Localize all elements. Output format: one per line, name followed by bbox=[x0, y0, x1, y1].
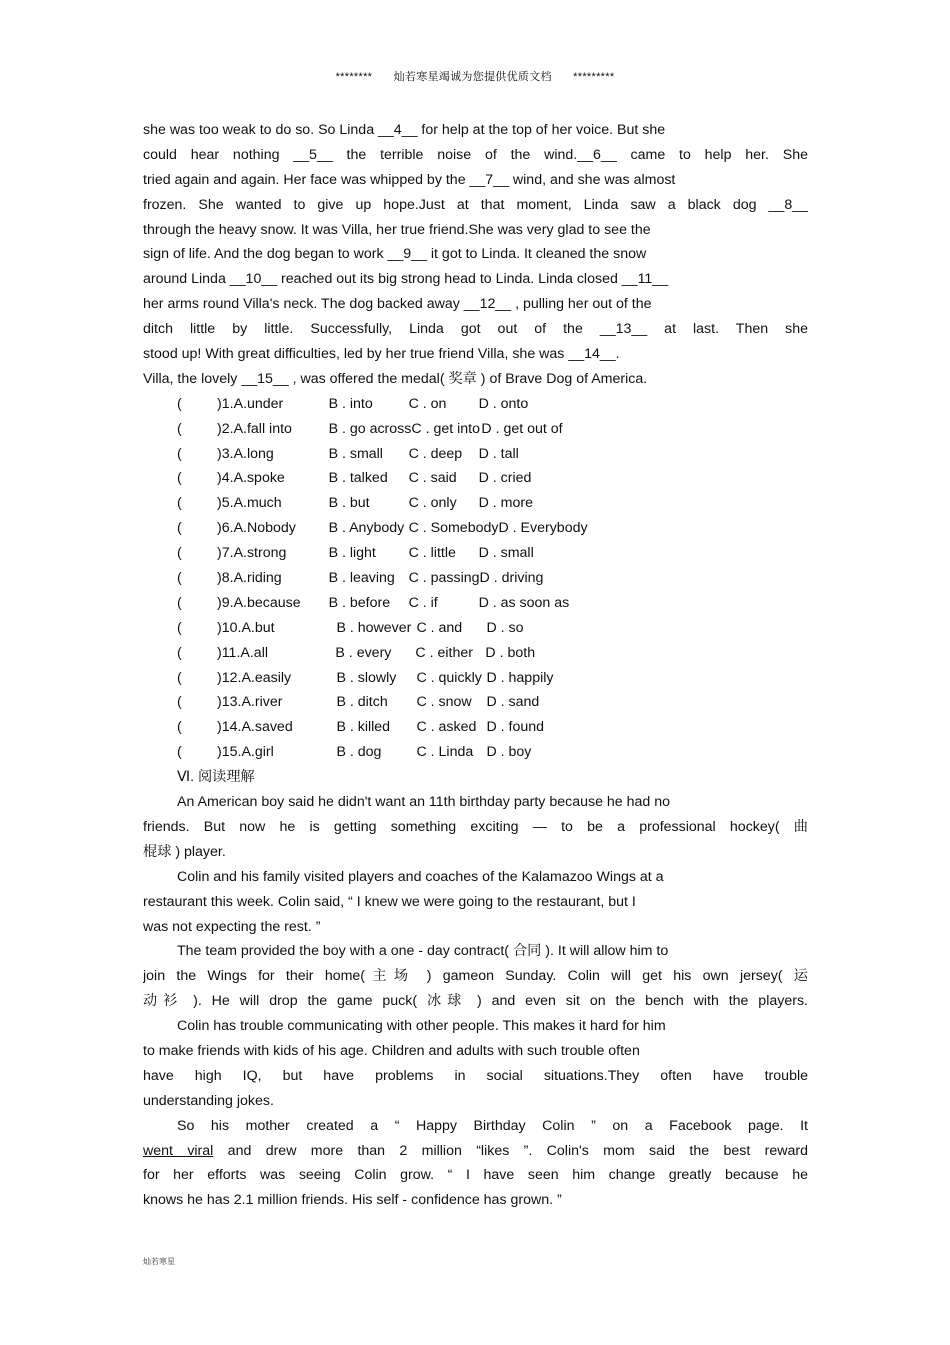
question-row bbox=[143, 616, 808, 641]
viral-line bbox=[143, 1139, 808, 1164]
option-d: D . driving bbox=[479, 570, 544, 587]
underlined-phrase: went viral bbox=[143, 1142, 214, 1159]
question-number: )3. bbox=[217, 445, 234, 462]
option-b: B . slowly bbox=[336, 669, 397, 686]
option-b: B . Anybody bbox=[328, 520, 405, 537]
question-number: )7. bbox=[217, 545, 234, 562]
option-c: C . asked bbox=[416, 719, 477, 736]
reading-passage bbox=[143, 790, 808, 1138]
option-a: A.girl bbox=[241, 744, 274, 761]
option-c: C . if bbox=[408, 594, 438, 611]
answer-blank[interactable]: ( bbox=[177, 395, 182, 412]
reading-line: So his mother created a “ Happy Birthday Colin ” on a Facebook page. It bbox=[177, 1117, 808, 1134]
option-d: D . get out of bbox=[481, 420, 563, 437]
question-row bbox=[143, 516, 808, 541]
question-number: )8. bbox=[217, 570, 234, 587]
header-stars-right: ********* bbox=[573, 71, 615, 83]
question-row bbox=[143, 417, 808, 442]
question-row bbox=[143, 541, 808, 566]
option-b: B . leaving bbox=[328, 570, 395, 587]
passage-line: frozen. She wanted to give up hope.Just at that moment, Linda saw a black dog __8__ bbox=[143, 196, 808, 213]
answer-blank[interactable]: ( bbox=[177, 644, 182, 661]
passage-line: tried again and again. Her face was whipped by the __7__ wind, and she was almost bbox=[143, 171, 676, 188]
option-d: D . small bbox=[478, 545, 534, 562]
question-row bbox=[143, 666, 808, 691]
answer-blank[interactable]: ( bbox=[177, 420, 182, 437]
viral-line-rest: and drew more than 2 million “likes ”. Colin's mom said the best reward bbox=[213, 1142, 808, 1159]
question-number: )12. bbox=[217, 669, 242, 686]
option-c: C . and bbox=[416, 619, 463, 636]
question-number: )6. bbox=[217, 520, 234, 537]
option-a: A.strong bbox=[233, 545, 287, 562]
reading-line: 棍球 ) player. bbox=[143, 843, 226, 860]
question-row bbox=[143, 715, 808, 740]
option-a: A.long bbox=[233, 445, 274, 462]
option-c: C . on bbox=[408, 395, 447, 412]
question-row bbox=[143, 641, 808, 666]
option-c: C . little bbox=[408, 545, 456, 562]
passage-line: ditch little by little. Successfully, Linda got out of the __13__ at last. Then she bbox=[143, 321, 808, 338]
option-d: D . as soon as bbox=[478, 594, 570, 611]
option-b: B . every bbox=[335, 644, 392, 661]
option-a: A.easily bbox=[241, 669, 292, 686]
answer-blank[interactable]: ( bbox=[177, 619, 182, 636]
reading-line: have high IQ, but have problems in social situations.They often have trouble bbox=[143, 1067, 808, 1084]
option-c: C . Linda bbox=[416, 744, 474, 761]
option-d: D . found bbox=[486, 719, 545, 736]
option-a: A.riding bbox=[233, 570, 282, 587]
option-b: B . ditch bbox=[336, 694, 388, 711]
answer-blank[interactable]: ( bbox=[177, 520, 182, 537]
option-a: A.much bbox=[233, 495, 282, 512]
option-c: C . get into bbox=[411, 420, 480, 437]
question-row bbox=[143, 566, 808, 591]
answer-blank[interactable]: ( bbox=[177, 669, 182, 686]
option-b: B . dog bbox=[336, 744, 382, 761]
document-body bbox=[143, 118, 808, 1213]
option-d: D . so bbox=[486, 619, 524, 636]
passage-line: through the heavy snow. It was Villa, her true friend.She was very glad to see the bbox=[143, 221, 651, 238]
passage-line: she was too weak to do so. So Linda __4__ for help at the top of her voice. But she bbox=[143, 122, 666, 138]
option-c: C . deep bbox=[408, 445, 463, 462]
option-b: B . talked bbox=[328, 470, 388, 487]
reading-line: Colin and his family visited players and coaches of the Kalamazoo Wings at a bbox=[177, 868, 664, 885]
page-header bbox=[0, 68, 950, 84]
question-number: )4. bbox=[217, 470, 234, 487]
option-b: B . into bbox=[328, 395, 373, 412]
answer-blank[interactable]: ( bbox=[177, 570, 182, 587]
question-row bbox=[143, 591, 808, 616]
reading-line: An American boy said he didn't want an 11th birthday party because he had no bbox=[177, 794, 671, 811]
option-b: B . light bbox=[328, 545, 376, 562]
answer-blank[interactable]: ( bbox=[177, 594, 182, 611]
answer-blank[interactable]: ( bbox=[177, 694, 182, 711]
option-a: A.fall into bbox=[233, 420, 292, 437]
question-number: )1. bbox=[217, 395, 234, 412]
option-c: C . passing bbox=[408, 570, 480, 587]
option-d: D . tall bbox=[478, 445, 519, 462]
question-row bbox=[143, 442, 808, 467]
option-b: B . killed bbox=[336, 719, 391, 736]
question-number: )5. bbox=[217, 495, 234, 512]
passage-line: could hear nothing __5__ the terrible noise of the wind.__6__ came to help her. She bbox=[143, 146, 808, 163]
question-number: )13. bbox=[217, 694, 242, 711]
question-row bbox=[143, 392, 808, 417]
section-title: Ⅵ. 阅读理解 bbox=[177, 769, 255, 786]
passage-line: around Linda __10__ reached out its big strong head to Linda. Linda closed __11__ bbox=[143, 271, 669, 288]
option-d: D . more bbox=[478, 495, 533, 512]
page-footer: 灿若寒星 bbox=[143, 1257, 175, 1266]
question-number: )9. bbox=[217, 594, 234, 611]
option-b: B . but bbox=[328, 495, 370, 512]
reading-line: restaurant this week. Colin said, “ I knew we were going to the restaurant, but I bbox=[143, 893, 636, 910]
question-number: )15. bbox=[217, 744, 242, 761]
answer-blank[interactable]: ( bbox=[177, 495, 182, 512]
option-d: D . cried bbox=[478, 470, 532, 487]
question-number: )11. bbox=[217, 644, 241, 661]
answer-blank[interactable]: ( bbox=[177, 744, 182, 761]
option-a: A.saved bbox=[241, 719, 293, 736]
reading-line: friends. But now he is getting something exciting — to be a professional hockey( 曲 bbox=[143, 818, 808, 835]
question-row bbox=[143, 466, 808, 491]
passage-line: her arms round Villa's neck. The dog backed away __12__ , pulling her out of the bbox=[143, 296, 652, 313]
option-c: C . Somebody bbox=[408, 520, 499, 537]
option-d: D . onto bbox=[478, 395, 529, 412]
option-d: D . boy bbox=[486, 744, 532, 761]
answer-blank[interactable]: ( bbox=[177, 470, 182, 487]
option-b: B . before bbox=[328, 594, 391, 611]
reading-line: to make friends with kids of his age. Children and adults with such trouble often bbox=[143, 1042, 640, 1059]
cloze-passage bbox=[143, 118, 808, 392]
reading-line: 动衫 ). He will drop the game puck( 冰球 ) and even sit on the bench with the players. bbox=[143, 993, 808, 1010]
option-b: B . small bbox=[328, 445, 383, 462]
option-a: A.spoke bbox=[233, 470, 285, 487]
reading-line: for her efforts was seeing Colin grow. “ I have seen him change greatly because he bbox=[143, 1167, 808, 1184]
option-d: D . both bbox=[485, 644, 536, 661]
answer-blank[interactable]: ( bbox=[177, 445, 182, 462]
question-list bbox=[143, 392, 808, 765]
option-a: A.because bbox=[233, 594, 301, 611]
option-c: C . only bbox=[408, 495, 457, 512]
option-a: A.but bbox=[241, 619, 275, 636]
reading-line: understanding jokes. bbox=[143, 1092, 274, 1109]
option-c: C . quickly bbox=[416, 669, 482, 686]
option-d: D . happily bbox=[486, 669, 554, 686]
reading-line: Colin has trouble communicating with other people. This makes it hard for him bbox=[177, 1018, 666, 1035]
reading-line: join the Wings for their home(主场 ) gameon Sunday. Colin will get his own jersey( 运 bbox=[143, 968, 808, 985]
reading-line: was not expecting the rest. ” bbox=[143, 918, 321, 935]
option-a: A.Nobody bbox=[233, 520, 296, 537]
answer-blank[interactable]: ( bbox=[177, 719, 182, 736]
option-d: D . Everybody bbox=[498, 520, 588, 537]
option-a: A.under bbox=[233, 395, 284, 412]
question-number: )14. bbox=[217, 719, 242, 736]
question-row bbox=[143, 690, 808, 715]
question-row bbox=[143, 740, 808, 765]
passage-line: sign of life. And the dog began to work __9__ it got to Linda. It cleaned the snow bbox=[143, 246, 647, 263]
option-c: C . said bbox=[408, 470, 457, 487]
reading-passage-end bbox=[143, 1163, 808, 1213]
header-title: 灿若寒星竭诚为您提供优质文档 bbox=[393, 71, 552, 83]
question-number: )10. bbox=[217, 619, 242, 636]
option-a: A.all bbox=[240, 644, 269, 661]
option-c: C . either bbox=[415, 644, 473, 661]
option-d: D . sand bbox=[486, 694, 540, 711]
passage-line: Villa, the lovely __15__ , was offered the medal( 奖章 ) of Brave Dog of America. bbox=[143, 370, 648, 387]
option-c: C . snow bbox=[416, 694, 472, 711]
question-number: )2. bbox=[217, 420, 234, 437]
passage-line: stood up! With great difficulties, led by her true friend Villa, she was __14__. bbox=[143, 346, 620, 363]
reading-line: knows he has 2.1 million friends. His self - confidence has grown. ” bbox=[143, 1192, 562, 1209]
answer-blank[interactable]: ( bbox=[177, 545, 182, 562]
option-a: A.river bbox=[241, 694, 283, 711]
option-b: B . however bbox=[336, 619, 412, 636]
question-row bbox=[143, 491, 808, 516]
header-stars-left: ******** bbox=[335, 71, 373, 83]
reading-line: The team provided the boy with a one - day contract( 合同 ). It will allow him to bbox=[177, 943, 669, 960]
option-b: B . go across bbox=[328, 420, 412, 437]
